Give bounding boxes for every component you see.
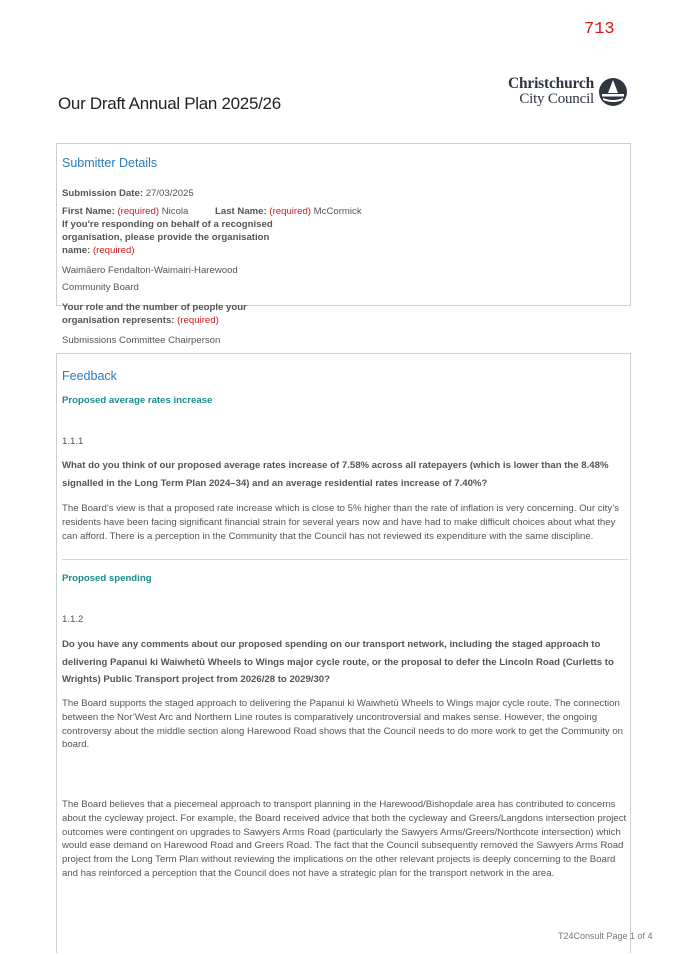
feedback-heading: Feedback [62,369,117,383]
answer-spending-paragraph-1: The Board supports the staged approach to delivering the Papanui ki Waiwhetū Wheels to Wings major cycle route. The connection between the Nor’West Arc and Northern Line routes is comparatively uncontroversial and makes sense. However, the ongoing controversy about the middle section along Harewood Road shows that the Council needs to do more work to get the Community on board. [62,698,624,751]
question-spending: Do you have any comments about our proposed spending on our transport network, including the staged approach to delivering Papanui ki Waiwhetū Wheels to Wings major cycle route, or the proposal to defer the Lincoln Road (Curletts to Wrights) Public Transport project from 2026/28 to 2029/30? [62,639,614,685]
section-title-rates: Proposed average rates increase [62,395,213,406]
first-name-required: (required) [117,206,160,217]
submitter-details-heading: Submitter Details [62,156,158,170]
last-name-label: Last Name: [215,206,267,217]
org-name-label: name: [62,245,91,256]
cathedral-logo-icon [598,77,628,107]
last-name-required: (required) [269,206,311,217]
last-name-value: McCormick [313,206,362,217]
org-required: (required) [92,245,135,256]
role-question-label: organisation represents: [62,315,175,326]
question-rates: What do you think of our proposed average rates increase of 7.58% across all ratepayers (which is lower than the 8.48% signalled in the Long Term Plan 2024–34) and an average residential rates increase of 7.40%? [62,460,609,489]
document-title: Our Draft Annual Plan 2025/26 [58,94,281,113]
question-number-rates: 1.1.1 [62,436,84,447]
submission-date-row [62,187,194,200]
org-question-line1: If you're responding on behalf of a recognised [62,219,273,230]
logo-line2: City Council [519,91,594,107]
org-name-line1: Waimāero Fendalton-Waimairi-Harewood [62,265,238,276]
first-name-value: Nicola [161,206,189,217]
role-answer: Submissions Committee Chairperson [62,335,221,346]
first-name-row [62,205,188,218]
org-question-line3 [62,244,135,257]
last-name-row [215,205,362,218]
page-footer: T24Consult Page 1 of 4 [558,931,653,941]
section-title-spending: Proposed spending [62,573,152,584]
org-name-line2: Community Board [62,282,139,293]
first-name-label: First Name: [62,206,115,217]
page-number: 713 [584,20,615,39]
submission-date-value: 27/03/2025 [145,188,194,199]
question-number-spending: 1.1.2 [62,614,84,625]
logo-line1: Christchurch [507,75,594,92]
org-question-line2: organisation, please provide the organisation [62,232,270,243]
council-logo [498,76,628,110]
role-question-line1: Your role and the number of people your [62,302,247,313]
section-divider [62,559,628,560]
role-required: (required) [177,315,219,326]
submission-date-label: Submission Date: [62,188,144,199]
answer-rates: The Board’s view is that a proposed rate increase which is close to 5% higher than the rate of inflation is very concerning. Our city’s residents have been facing significant financial strain for several years now and have had to make difficult choices about what they can afford. There is a perception in the Community that the Council has not reviewed its expenditure with the same discipline. [62,503,619,542]
answer-spending-paragraph-2: The Board believes that a piecemeal approach to transport planning in the Harewood/Bishopdale area has contributed to concerns about the cycleway project. For example, the Board received advice that both the cycleway and Greers/Langdons intersection project outcomes were contingent on upgrades to Sawyers Arms Road (particularly the Sawyers Arms/Greers/Northcote intersection) which would ease demand on Harewood Road and Greers Road. The fact that the Council subsequently removed the Sawyers Arms Road project from the Long Term Plan without reviewing the implications on the other relevant projects is deeply concerning to the Board and has reinforced a perception that the Council does not have a strategic plan for the transport network in the area. [62,799,627,879]
role-question-line2 [62,314,219,327]
